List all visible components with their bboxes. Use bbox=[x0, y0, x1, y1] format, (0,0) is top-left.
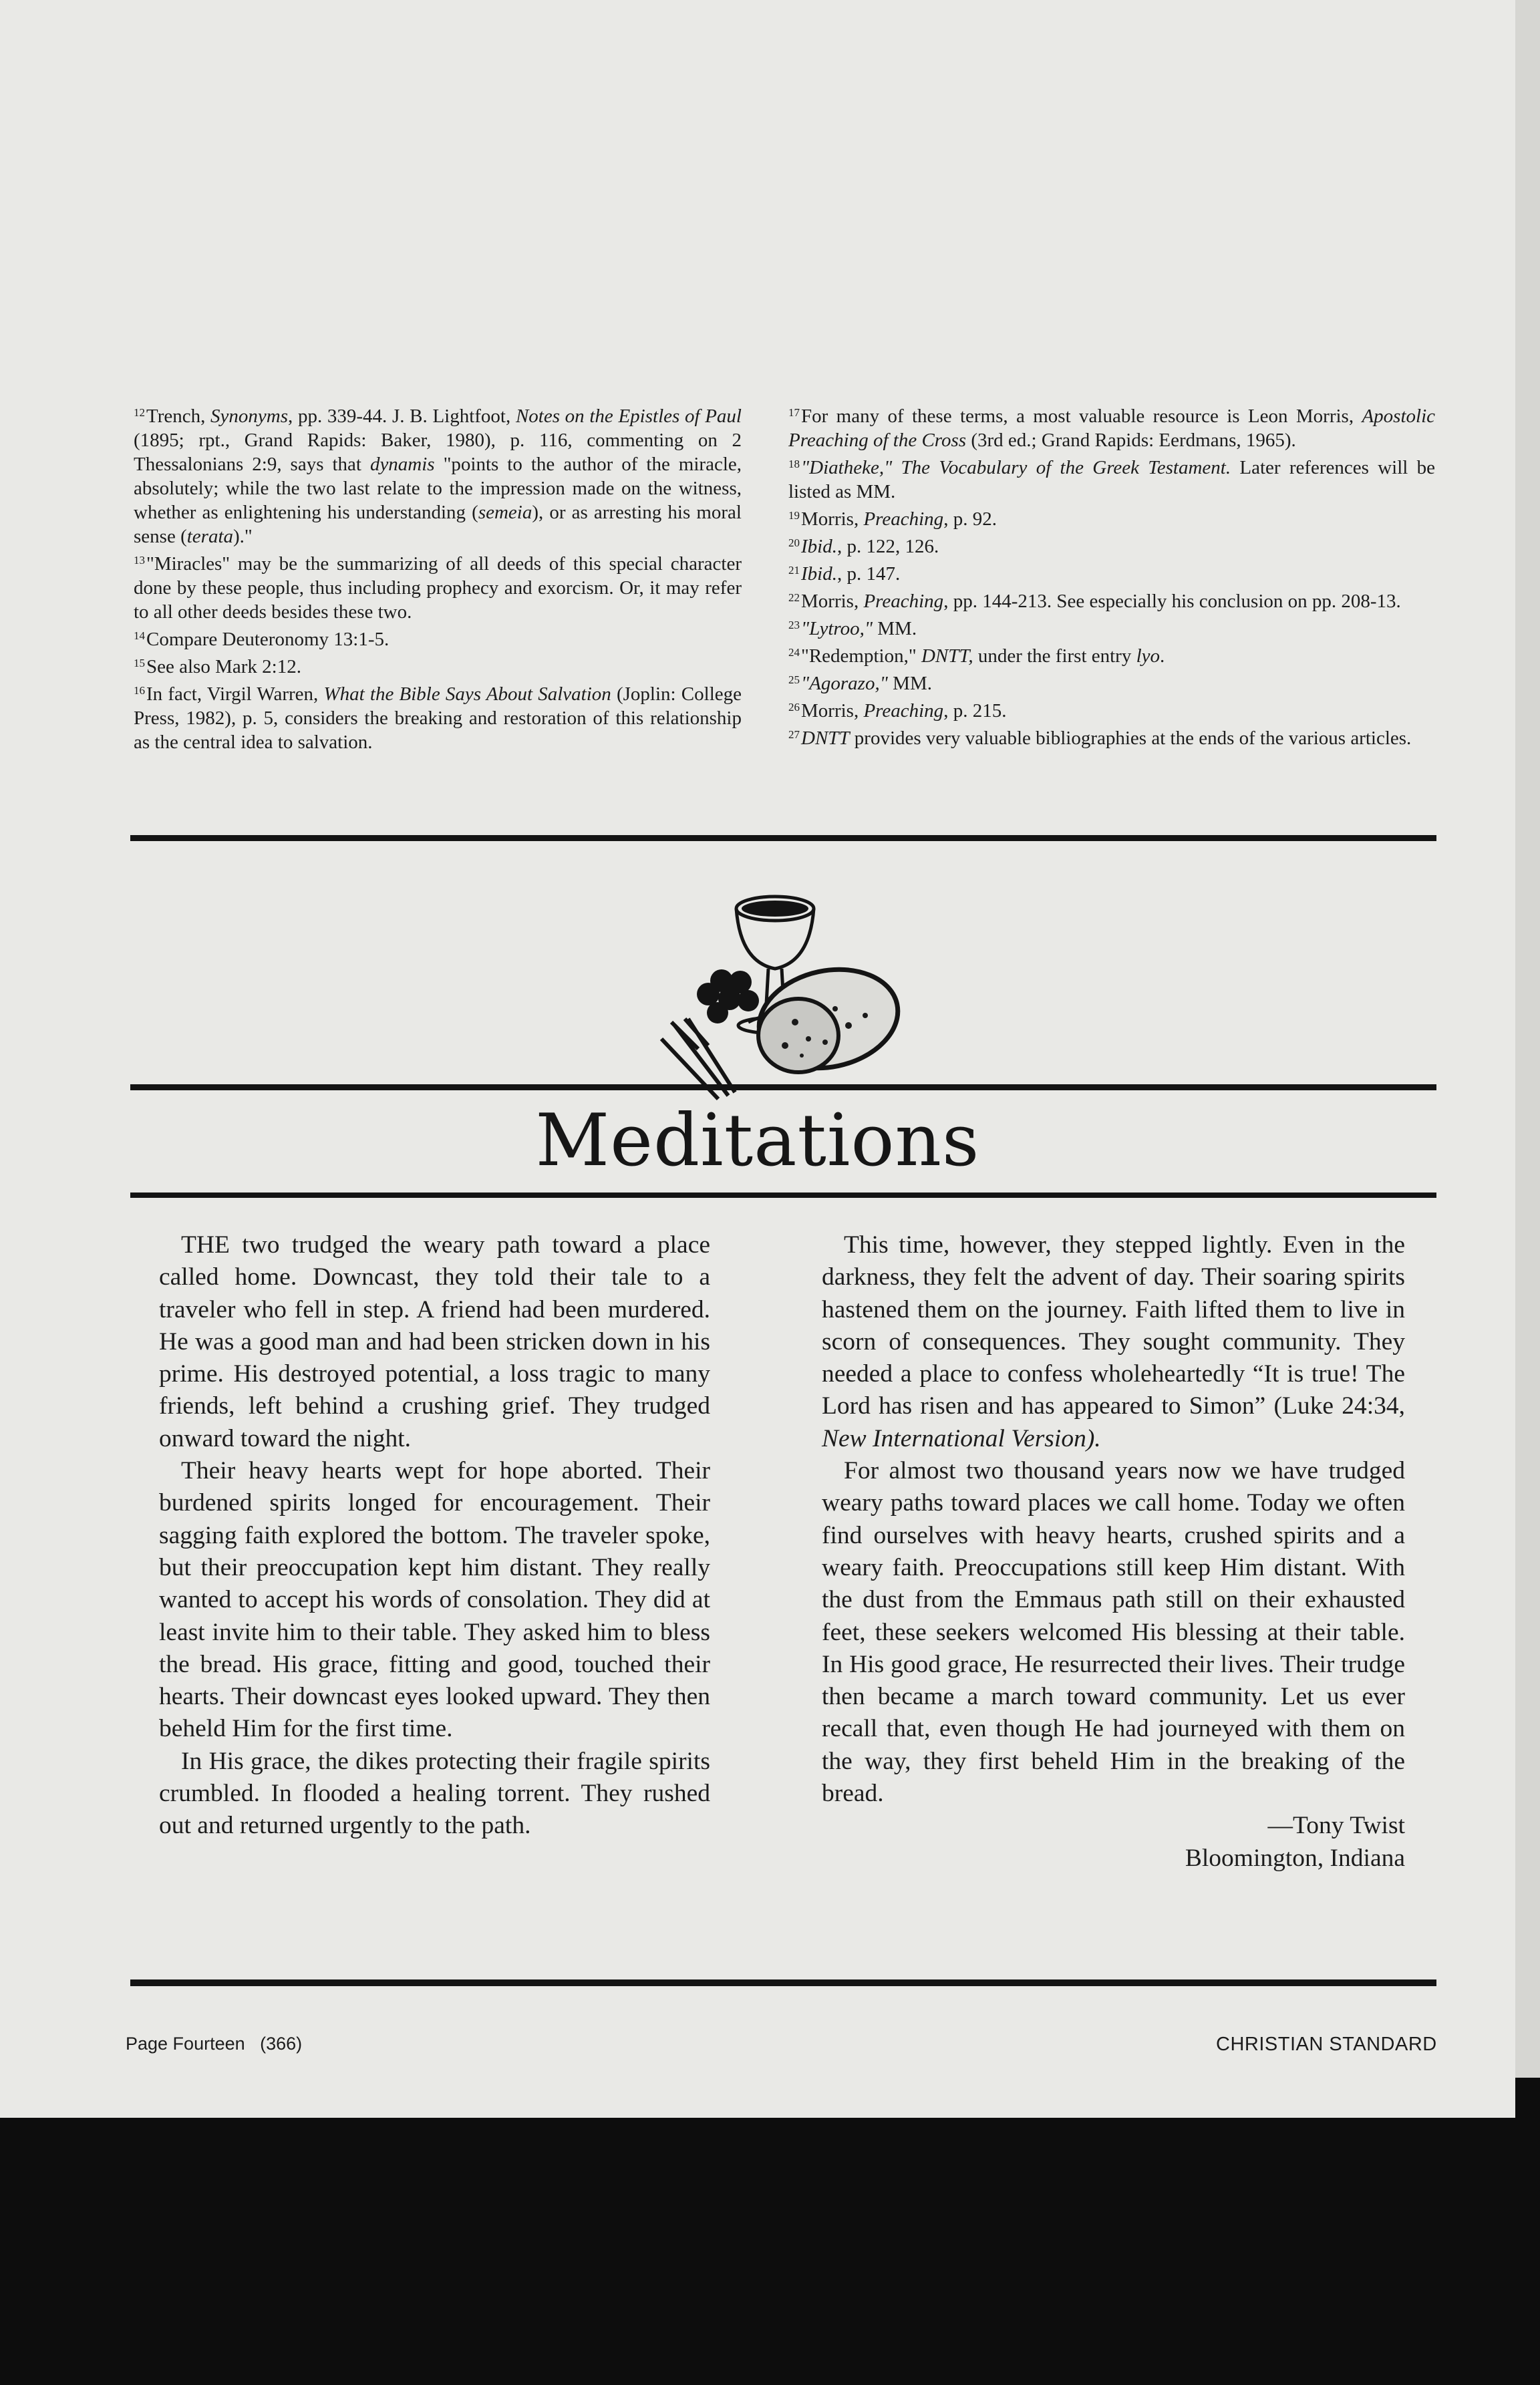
meditation-left-column bbox=[159, 1229, 710, 1843]
footnote bbox=[134, 401, 742, 548]
footnote bbox=[788, 559, 1435, 586]
footnote-italic-text: Synonyms bbox=[210, 406, 289, 427]
footnote-number: 15 bbox=[134, 657, 145, 669]
footnote-number: 24 bbox=[788, 646, 800, 659]
footnote-number: 18 bbox=[788, 458, 800, 470]
footnote-text: (3rd ed.; Grand Rapids: Eerdmans, 1965). bbox=[966, 430, 1296, 451]
footnote-number: 16 bbox=[134, 684, 145, 697]
meditation-right-column bbox=[822, 1229, 1405, 1875]
footnote-text: ), or as arresting his moral sense ( bbox=[134, 502, 742, 547]
footnote-text: Compare Deuteronomy 13:1-5. bbox=[146, 629, 390, 650]
footnote-number: 13 bbox=[134, 554, 145, 567]
footnote-number: 25 bbox=[788, 673, 800, 686]
footnote-text: , p. 92. bbox=[943, 508, 997, 530]
footnote bbox=[788, 504, 1435, 531]
divider-rule bbox=[130, 1084, 1436, 1090]
footnote-italic-text: Preaching bbox=[863, 591, 944, 612]
footnote bbox=[788, 452, 1435, 504]
footnote-text: "Redemption," bbox=[801, 645, 921, 667]
footnote-text: MM. bbox=[873, 618, 917, 639]
footnote bbox=[134, 548, 742, 624]
footnote bbox=[788, 401, 1435, 452]
footnote-text: "Miracles" may be the summarizing of all deeds of this special character done by these people, thus including prophecy and exorcism. Or, it may refer to all other deeds besides these two. bbox=[134, 553, 742, 623]
footnote-text: , pp. 339-44. J. B. Lightfoot, bbox=[288, 406, 516, 427]
paragraph-citation: New International Version). bbox=[822, 1424, 1101, 1452]
footnote-italic-text: Notes on the Epistles of Paul bbox=[515, 406, 742, 427]
footnote-number: 14 bbox=[134, 629, 145, 642]
footnote-text: In fact, Virgil Warren, bbox=[146, 683, 324, 705]
footnote bbox=[788, 613, 1435, 641]
footnote-italic-text: "Lytroo," bbox=[801, 618, 873, 639]
footnote-italic-text: Apostolic Preaching of the Cross bbox=[788, 406, 1435, 451]
footnote-italic-text: dynamis bbox=[369, 454, 435, 475]
footnote bbox=[134, 624, 742, 651]
footnote-number: 26 bbox=[788, 701, 800, 713]
paragraph bbox=[822, 1455, 1405, 1810]
footnote-text: . bbox=[1160, 645, 1165, 667]
footnote-number: 22 bbox=[788, 591, 800, 604]
footnote bbox=[788, 641, 1435, 668]
footnote-italic-text: Preaching bbox=[863, 508, 944, 530]
page-number: Page Fourteen (366) bbox=[126, 2034, 303, 2054]
footnote-text: under the first entry bbox=[973, 645, 1136, 667]
footnote-italic-text: lyo bbox=[1136, 645, 1161, 667]
chalice-and-bread-illustration bbox=[635, 882, 915, 1102]
paragraph-text: For almost two thousand years now we have trudged weary paths toward places we call home. Today we often find ourselves with heavy hearts, crushed spirits and a weary faith. Preoccupations still keep Him distant. With the dust from the Emmaus path still on their exhausted feet, these seekers welcomed His blessing at their table. In His good grace, He resurrected their lives. Their trudge then became a march toward community. Let us ever recall that, even though He had journeyed with them on the way, they first beheld Him in the breaking of the bread. bbox=[822, 1457, 1405, 1808]
footnote-text: (Joplin: College Press, 1982), p. 5, considers the breaking and restoration of this relationship as the central idea to salvation. bbox=[134, 683, 742, 753]
paragraph: THE two trudged the weary path toward a place called home. Downcast, they told their tale to a traveler who fell in step. A friend had been murdered. He was a good man and had been stricken down in his prime. His destroyed potential, a loss tragic to many friends, left behind a crushing grief. They trudged onward toward the night. bbox=[159, 1231, 710, 1452]
footnote-text: Morris, bbox=[801, 700, 864, 722]
footnote bbox=[134, 679, 742, 754]
footnote-text: , p. 147. bbox=[836, 563, 901, 585]
footnote-number: 27 bbox=[788, 728, 800, 741]
footnote-italic-text: "Agorazo," bbox=[801, 673, 888, 694]
paragraph bbox=[822, 1229, 1405, 1455]
footnote bbox=[134, 651, 742, 679]
footnote-italic-text: Ibid. bbox=[801, 563, 837, 585]
paragraph: In His grace, the dikes protecting their fragile spirits crumbled. In flooded a healing torrent. They rushed out and returned urgently to the path. bbox=[159, 1747, 710, 1840]
paragraph-text: This time, however, they stepped lightly. Even in the darkness, they felt the advent of day. Their soaring spirits hastened them on the journey. Faith lifted them to live in scorn of consequences. They sought community. They needed a place to confess wholeheartedly “It is true! The Lord has risen and has appeared to Simon” (Luke 24:34, bbox=[822, 1231, 1405, 1420]
footnote-italic-text: semeia bbox=[478, 502, 532, 523]
footnote bbox=[788, 695, 1435, 723]
page-edge bbox=[1515, 0, 1540, 2078]
divider-rule bbox=[130, 835, 1436, 841]
footnote bbox=[788, 723, 1435, 750]
footnote-italic-text: Ibid. bbox=[801, 536, 837, 557]
footnote-text: Morris, bbox=[801, 591, 864, 612]
section-title: Meditations bbox=[535, 1099, 980, 1182]
author-location: Bloomington, Indiana bbox=[1185, 1844, 1405, 1872]
footnote-text: For many of these terms, a most valuable resource is Leon Morris, bbox=[801, 406, 1362, 427]
footnote-text: , p. 122, 126. bbox=[836, 536, 939, 557]
footnote-number: 17 bbox=[788, 406, 800, 419]
footnote-text: provides very valuable bibliographies at the ends of the various articles. bbox=[849, 728, 1412, 749]
footnote-italic-text: "Diatheke," The Vocabulary of the Greek Testament. bbox=[801, 457, 1231, 478]
footnote-italic-text: What the Bible Says About Salvation bbox=[323, 683, 611, 705]
footnote-number: 20 bbox=[788, 536, 800, 549]
footnote-text: MM. bbox=[887, 673, 932, 694]
footnote-text: "points to the author of the miracle, absolutely; while the two last relate to the impression made on the witness, whether as enlightening his understanding ( bbox=[134, 454, 742, 523]
footnote-number: 19 bbox=[788, 509, 800, 522]
footnote-italic-text: DNTT bbox=[801, 728, 850, 749]
footnote bbox=[788, 586, 1435, 613]
footnote bbox=[788, 668, 1435, 695]
footnote-text: Later references will be listed as MM. bbox=[788, 457, 1436, 502]
footnote-text: , p. 215. bbox=[943, 700, 1007, 722]
footnote-text: Trench, bbox=[146, 406, 211, 427]
footnote-italic-text: DNTT, bbox=[921, 645, 973, 667]
footnote-number: 12 bbox=[134, 406, 145, 419]
footnote-text: )." bbox=[233, 526, 253, 547]
footnote bbox=[788, 531, 1435, 559]
footnotes-left-column bbox=[134, 401, 742, 754]
footnote-italic-text: Preaching bbox=[863, 700, 944, 722]
footnote-number: 21 bbox=[788, 564, 800, 577]
footnote-text: , pp. 144-213. See especially his conclusion on pp. 208-13. bbox=[943, 591, 1401, 612]
paragraph: Their heavy hearts wept for hope aborted. Their burdened spirits longed for encouragement. Their sagging faith explored the bottom. The traveler spoke, but their preoccupation kept him distant. They really wanted to accept his words of consolation. They did at least invite him to their table. They asked him to bless the bread. His grace, fitting and good, touched their hearts. Their downcast eyes looked upward. They then beheld Him for the first time. bbox=[159, 1457, 710, 1743]
publication-name: CHRISTIAN STANDARD bbox=[1216, 2034, 1437, 2055]
author-name: —Tony Twist bbox=[1267, 1812, 1405, 1840]
divider-rule bbox=[130, 1979, 1436, 1986]
footnote-number: 23 bbox=[788, 619, 800, 631]
footnote-text: Morris, bbox=[801, 508, 864, 530]
divider-rule bbox=[130, 1192, 1436, 1198]
footnotes-right-column bbox=[788, 401, 1435, 750]
footnote-text: See also Mark 2:12. bbox=[146, 656, 301, 677]
footnote-italic-text: terata bbox=[186, 526, 234, 547]
footnote-text: (1895; rpt., Grand Rapids: Baker, 1980), p. 116, commenting on 2 Thessalonians 2:9, says that bbox=[134, 430, 742, 475]
